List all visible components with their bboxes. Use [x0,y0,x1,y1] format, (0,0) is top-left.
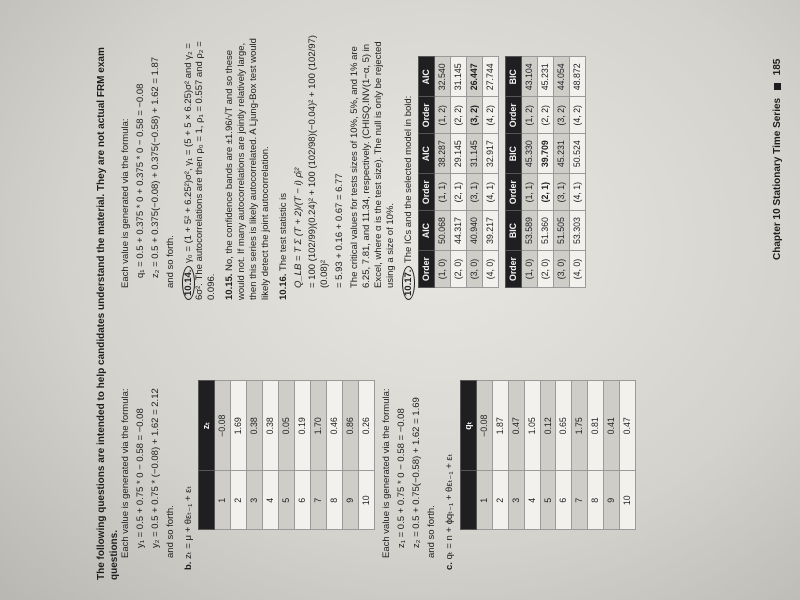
left-column [120,330,636,570]
table-cell: (3, 0) [554,251,570,288]
table-cell: 0.41 [604,381,620,472]
table-aic [418,56,499,288]
table-header-cell: AIC [419,57,435,97]
table-cell: 0.38 [247,381,263,472]
table-row [263,381,279,530]
table-header-cell: zₜ [199,381,215,472]
table-cell: 32.540 [435,57,451,97]
table-bic [505,56,586,288]
table-cell: (1, 0) [435,251,451,288]
table-cell: 0.47 [508,381,524,472]
table-row [467,57,483,288]
table-cell: 44.317 [451,211,467,251]
table-row [538,57,554,288]
equation-z2: z₂ = 0.5 + 0.75(−0.58) + 1.62 = 1.69 [410,397,422,548]
table-cell: 1 [215,471,231,530]
equation-z2-r: z₂ = 0.5 + 0.375(−0.08) + 0.375(−0.58) + 1.62 = 1.87 [149,56,161,278]
table-row [483,57,499,288]
table-cell: (2, 0) [538,251,554,288]
answer-10-17-text: The ICs and the selected model in bold: [402,95,414,264]
table-cell: 40.940 [467,211,483,251]
answer-10-14-number: 10.14. [182,266,195,300]
table-z [198,380,375,530]
table-cell: (4, 0) [570,251,586,288]
table-cell: 39.709 [538,134,554,174]
table-cell: 0.12 [540,381,556,472]
table-cell: 51.360 [538,211,554,251]
table-cell: (1, 2) [435,97,451,134]
table-cell: 1.05 [524,381,540,472]
table-cell: 0.26 [359,381,375,472]
right-column [120,30,586,300]
part-b [183,330,195,570]
table-cell: (3, 2) [467,97,483,134]
equation-z1: z₁ = 0.5 + 0.75 * 0 − 0.58 = −0.08 [396,408,408,548]
table-cell: 2 [231,471,247,530]
ljung-box-sum: = 5.93 + 0.16 + 0.67 = 6.77 [334,173,346,288]
table-cell: 50.524 [570,134,586,174]
answer-10-14-text: γ₀ = (1 + 5² + 6.25²)σ², γ₁ = (5 + 5 × 6.25)σ² and γ₂ = 6σ². The autocorrelations are then ρ₀ = 1, ρ₁ = 0.557 and ρ₂ = 0.096. [182,41,218,300]
footer-page-number: 185 [772,58,783,76]
table-cell: 53.589 [522,211,538,251]
table-row [524,381,540,530]
answer-10-15-number: 10.15. [224,273,236,300]
table-cell: (4, 0) [483,251,499,288]
and-so-forth-r: and so forth. [164,235,176,288]
table-cell: 7 [572,471,588,530]
table-header-cell: BIC [506,211,522,251]
table-cell: 53.303 [570,211,586,251]
table-cell: 1.87 [492,381,508,472]
table-cell: 45.330 [522,134,538,174]
table-row [492,381,508,530]
table-header-cell: BIC [506,134,522,174]
table-row [215,381,231,530]
table-cell: 45.231 [538,57,554,97]
table-row [279,381,295,530]
ljung-box-formula: Q_LB = T Σ (T + 2)/(T − i) ρ̂ᵢ² [292,167,304,288]
answer-10-15 [224,30,272,300]
table-header-cell: Order [506,97,522,134]
table-header-cell: BIC [506,57,522,97]
table-row [231,381,247,530]
table-cell: (1, 2) [522,97,538,134]
table-header-cell: Order [506,174,522,211]
gen-formula-text-2: Each value is generated via the formula: [381,388,393,558]
table-cell: 45.231 [554,134,570,174]
table-row [554,57,570,288]
table-cell: 1.75 [572,381,588,472]
table-row [620,381,636,530]
table-row [508,381,524,530]
gen-formula-text-r: Each value is generated via the formula: [120,118,131,288]
table-cell: (1, 0) [522,251,538,288]
table-cell: 31.145 [451,57,467,97]
answer-10-17 [403,30,415,300]
answer-10-15-text: No, the confidence bands are ±1.96/√T and so these would not. If many autocorrelations are jointly relatively large, then this series is likely autocorrelated. A Ljung-Box test would likely detect the joint autocorrelation. [224,38,271,300]
table-cell: 1.69 [231,381,247,472]
table-cell: (3, 1) [467,174,483,211]
page-footer [772,59,785,260]
table-cell: 10 [620,471,636,530]
equation-y2: y₂ = 0.5 + 0.75 * (−0.08) + 1.62 = 2.12 [149,388,161,548]
answer-10-16-number: 10.16. [277,273,289,300]
equation-q1: q₁ = 0.5 + 0.375 * 0 + 0.375 * 0 − 0.58 = −0.08 [134,83,146,278]
table-cell: 8 [327,471,343,530]
table-cell: 31.145 [467,134,483,174]
footer-square-icon [774,83,781,90]
table-row [572,381,588,530]
table-row [588,381,604,530]
table-cell: 2 [492,471,508,530]
table-cell: 48.872 [570,57,586,97]
table-header-cell: Order [506,251,522,288]
part-b-label: b. [182,561,194,570]
critical-values-text: The critical values for tests sizes of 10%, 5%, and 1% are 6.25, 7.81, and 11.34, respectively. (CHISQ.INV(1−α, 5) in Excel, where α is the test size). The null is only be rejected using a size of 10%. [349,41,396,288]
table-cell: (2, 1) [451,174,467,211]
ljung-box-calculation: = 100 (102/99)(0.24)² + 100 (102/98)(−0.04)² + 100 (102/97)(0.08)² [307,35,331,288]
table-cell: 26.447 [467,57,483,97]
table-row [604,381,620,530]
answer-10-17-number: 10.17. [402,266,415,300]
and-so-forth-1: and so forth. [164,505,176,558]
table-cell: 3 [247,471,263,530]
table-cell: 10 [359,471,375,530]
part-c-label: c. [443,562,455,570]
table-cell: 0.65 [556,381,572,472]
table-cell: (3, 1) [554,174,570,211]
table-row [540,381,556,530]
table-header-cell: AIC [419,211,435,251]
table-cell: 0.81 [588,381,604,472]
table-cell: 0.86 [343,381,359,472]
table-cell: (2, 2) [451,97,467,134]
table-cell: 38.287 [435,134,451,174]
table-cell: 0.38 [263,381,279,472]
part-c-formula: qₜ = n + ϕqₜ₋₁ + θεₜ₋₁ + εₜ [443,453,455,560]
table-cell: 0.05 [279,381,295,472]
table-cell: 3 [508,471,524,530]
table-row [247,381,263,530]
table-cell: (3, 0) [467,251,483,288]
table-cell: 29.145 [451,134,467,174]
table-cell: 0.47 [620,381,636,472]
table-cell: 5 [540,471,556,530]
table-header-cell: Order [419,251,435,288]
table-header-cell: qₜ [460,381,476,472]
part-c [444,330,456,570]
table-cell: 8 [588,471,604,530]
table-cell: 50.068 [435,211,451,251]
table-cell: (1, 1) [435,174,451,211]
table-cell: 44.054 [554,57,570,97]
table-cell: 43.104 [522,57,538,97]
table-cell: 51.505 [554,211,570,251]
answer-10-16 [278,30,290,300]
table-cell: 0.46 [327,381,343,472]
table-header-cell [460,471,476,530]
table-cell: (1, 1) [522,174,538,211]
table-header-cell: Order [419,174,435,211]
table-row [327,381,343,530]
table-cell: 1.70 [311,381,327,472]
table-cell: 0.19 [295,381,311,472]
table-header-cell: AIC [419,134,435,174]
table-cell: 6 [556,471,572,530]
table-cell: 9 [343,471,359,530]
table-row [359,381,375,530]
table-row [435,57,451,288]
table-cell: −0.08 [476,381,492,472]
table-cell: (3, 2) [554,97,570,134]
table-row [295,381,311,530]
table-row [570,57,586,288]
answer-10-14 [183,30,219,300]
and-so-forth-2: and so forth. [425,505,437,558]
table-cell: 7 [311,471,327,530]
table-cell: (4, 1) [570,174,586,211]
table-cell: −0.08 [215,381,231,472]
table-cell: 6 [295,471,311,530]
table-cell: 5 [279,471,295,530]
table-cell: (4, 1) [483,174,499,211]
answer-10-16-text: The test statistic is [277,192,289,272]
table-row [522,57,538,288]
table-header-cell: Order [419,97,435,134]
table-cell: 32.917 [483,134,499,174]
table-row [451,57,467,288]
equation-y1: y₁ = 0.5 + 0.75 * 0 − 0.58 = −0.08 [134,408,146,548]
table-cell: (2, 1) [538,174,554,211]
table-cell: (2, 0) [451,251,467,288]
table-header-cell [199,471,215,530]
intro-note: The following questions are intended to help candidates understand the material. They are not actual FRM exam questions. [96,47,120,580]
table-cell: 4 [263,471,279,530]
table-cell: (4, 2) [483,97,499,134]
table-cell: 27.744 [483,57,499,97]
footer-chapter: Chapter 10 Stationary Time Series [772,97,783,260]
table-cell: 1 [476,471,492,530]
table-row [556,381,572,530]
table-cell: 39.217 [483,211,499,251]
table-row [343,381,359,530]
table-row [476,381,492,530]
table-cell: 4 [524,471,540,530]
table-q [460,380,637,530]
part-b-formula: zₜ = μ + θεₜ₋₁ + εₜ [182,485,194,559]
table-cell: (4, 2) [570,97,586,134]
table-cell: 9 [604,471,620,530]
table-row [311,381,327,530]
table-cell: (2, 2) [538,97,554,134]
gen-formula-text-1: Each value is generated via the formula: [120,388,131,558]
